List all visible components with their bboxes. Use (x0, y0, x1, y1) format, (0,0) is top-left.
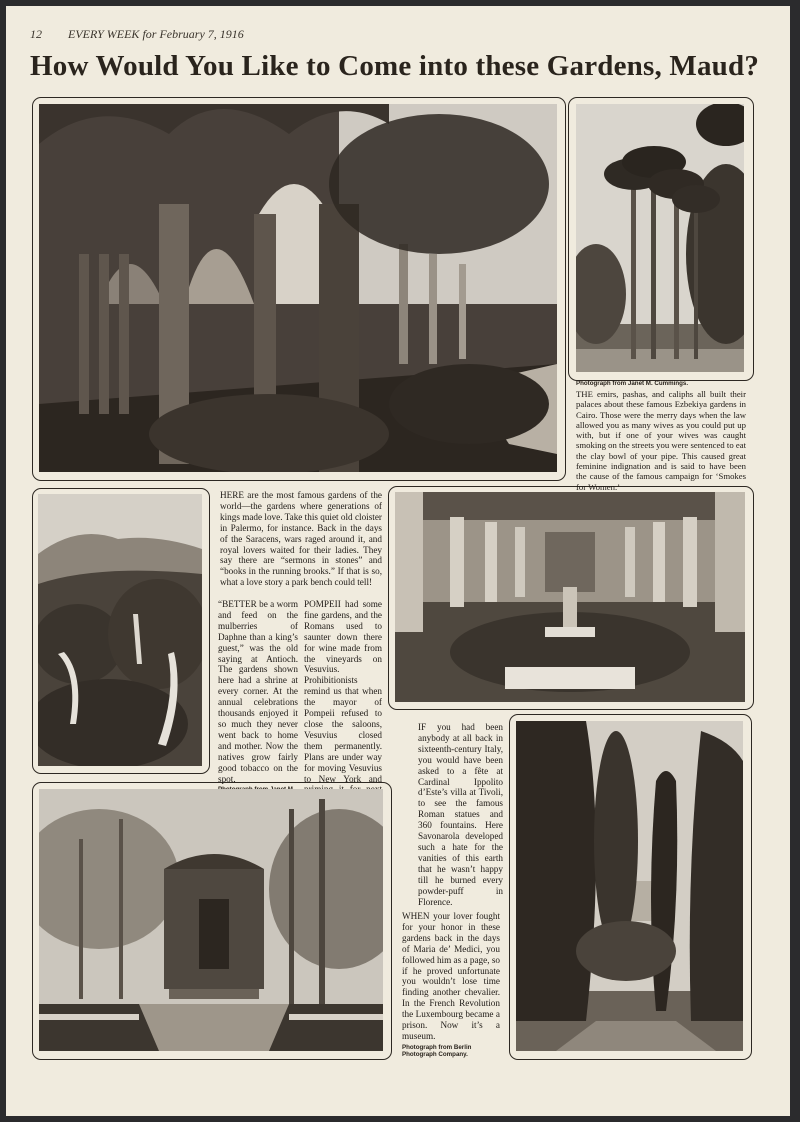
cloister-photo (39, 104, 557, 472)
daphne-text: “BETTER be a worm and feed on the mulberries of Daphne than a king’s guest,” was the old saying at Antioch. The gardens shown here had a shrine at every corner. At the annual celebrations thousands enjoyed it so much they never went back to home and mother. Now the natives grow fairly good tobacco on the spot. (218, 599, 298, 784)
ezbekiya-photo-credit: Photograph from Janet M. Cummings. (576, 380, 689, 387)
palm-trees-photo (576, 104, 744, 372)
palermo-caption (220, 490, 382, 588)
cypress-villa-photo (516, 721, 743, 1051)
page-title: How Would You Like to Come into these Gardens, Maud? (30, 50, 760, 82)
tivoli-caption (418, 722, 503, 907)
pompeii-garden-photo (395, 492, 745, 702)
waterfall-photo (38, 494, 202, 766)
pompeii-text: POMPEII had some fine gardens, and the Romans used to saunter down there for wine made from the vineyards on Vesuvius. Prohibitionists remind us that when the mayor of Pompeii refused to close the saloons, Vesuvius closed them permanently. Plans are under way for moving Vesuvius to New York and (304, 599, 382, 784)
magazine-page (6, 6, 790, 1116)
tivoli-text: IF you had been anybody at all back in sixteenth-century Italy, you would have been asked to a fête at Cardinal Ippolito d’Este’s villa at Tivoli, to see the famous Roman statues and 360 fountains. Here Savonarola developed such a hate for the vanities of this earth that he wasn’t happy till he burned every powder-puff in Florence. (418, 722, 503, 907)
medici-photo-credit: Photograph from Berlin Photograph Company. (402, 1043, 472, 1058)
medici-fountain-photo (39, 789, 383, 1051)
daphne-caption (218, 599, 298, 800)
pompeii-caption (304, 599, 382, 806)
page-number: 12 (30, 27, 42, 41)
medici-text: WHEN your lover fought for your honor in these gardens back in the days of Maria de’ Medici, you followed him as a page, so if he proved unfortunate you wouldn’t lose time finding another chevalier. In the French Revolution the Luxembourg became a prison. Now it’s a museum. (402, 911, 500, 1041)
medici-caption (402, 911, 500, 1058)
ezbekiya-text: THE emirs, pashas, and caliphs all built their palaces about these famous Ezbekiya gardens in Cairo. Those were the merry days when the law allowed you as many wives as you could put up with, but if one of your wives was caught smoking on the streets you were sentenced to eat the clay bowl of your pipe. This caused great feminine indignation and is said to have been the cause of the famous campaign for ‘Smokes for Women.’ (576, 389, 746, 492)
publication-line: EVERY WEEK for February 7, 1916 (68, 27, 244, 41)
palermo-text: HERE are the most famous gardens of the world—the gardens where generations of kings made love. Take this quiet old cloister in Palermo, for instance. Back in the days of the Saracens, wars raged around it, and royal lovers waited for their ladies. They say there are “sermons in stones” and “books in the running brooks.” If that is so, what a love story a park bench could tell! (220, 490, 382, 588)
ezbekiya-caption (576, 380, 746, 492)
